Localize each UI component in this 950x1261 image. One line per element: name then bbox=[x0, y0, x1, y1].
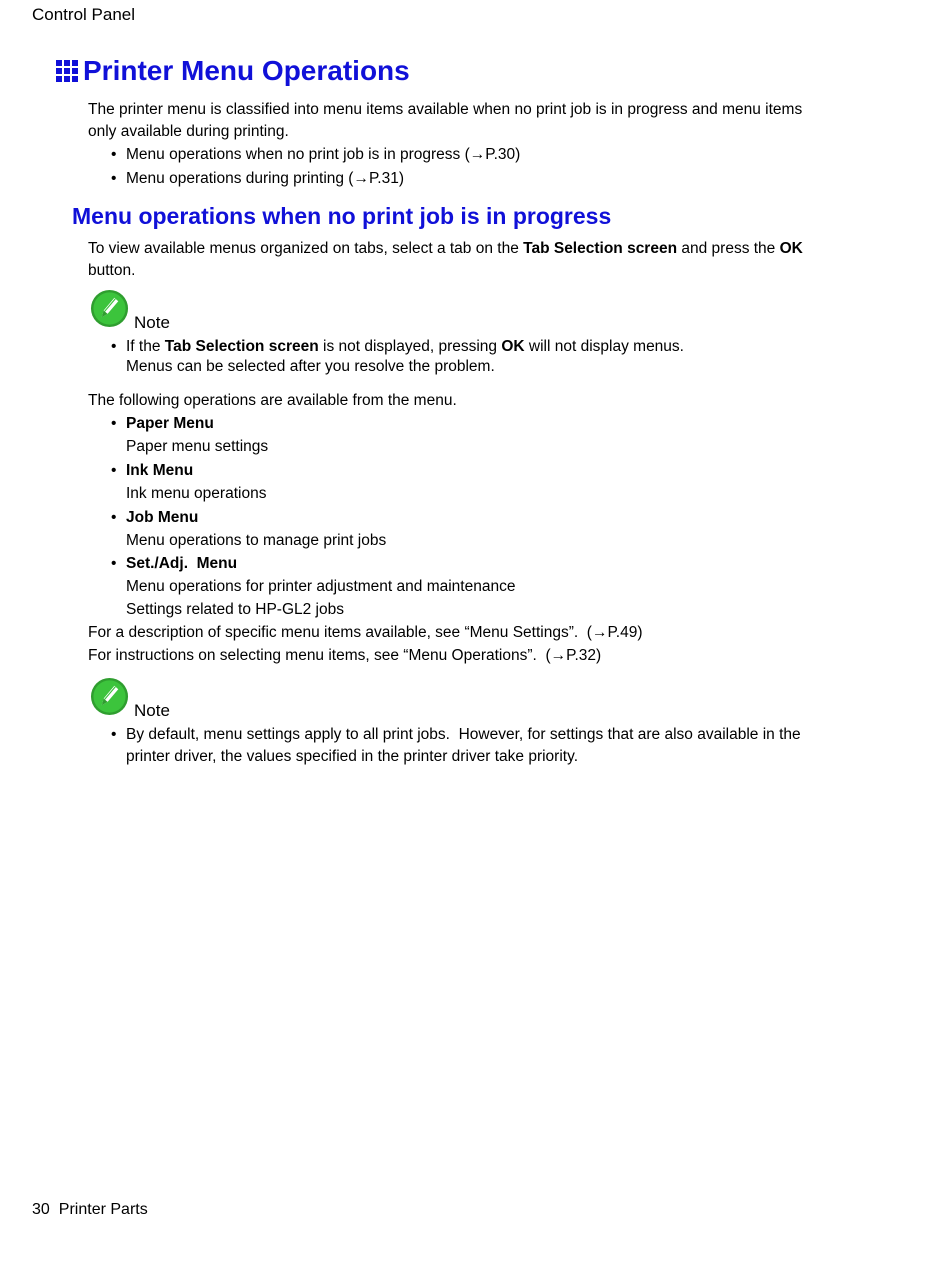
pencil-note-icon bbox=[90, 289, 129, 328]
link-during-printing[interactable]: Menu operations during printing (→P.31) bbox=[126, 170, 405, 187]
list-item: • Menu operations during printing (→P.31) bbox=[111, 168, 811, 190]
section-title: Printer Menu Operations bbox=[83, 55, 410, 86]
menu-grid-icon bbox=[56, 60, 78, 82]
note-icon-2 bbox=[90, 677, 129, 721]
menu-desc: Menu operations to manage print jobs bbox=[126, 532, 387, 549]
text-span: and press the bbox=[677, 240, 780, 257]
note-text: By default, menu settings apply to all print jobs. However, for settings that are also available in the printer driver, the values specified in the printer driver take priority. bbox=[126, 726, 805, 765]
text-span: is not displayed, pressing bbox=[318, 338, 502, 355]
text-span: To view available menus organized on tabs, select a tab on the bbox=[88, 240, 524, 257]
text-span: If the bbox=[126, 338, 165, 355]
text-bold: Tab Selection screen bbox=[523, 240, 678, 257]
page-footer bbox=[32, 1201, 148, 1219]
note-item: • If the Tab Selection screen is not displayed, pressing OK will not display menus. bbox=[111, 336, 811, 358]
menu-desc: Paper menu settings bbox=[126, 438, 269, 455]
running-head: Control Panel bbox=[32, 5, 136, 24]
list-item: • Menu operations when no print job is in progress (→P.30) bbox=[111, 144, 811, 166]
note-label: Note bbox=[134, 313, 170, 332]
menu-desc: Ink menu operations bbox=[126, 485, 267, 502]
note-item: • By default, menu settings apply to all print jobs. However, for settings that are also available in the printer driver, the values specified in the printer driver take priority. bbox=[111, 724, 806, 768]
menus-intro: The following operations are available from the menu. bbox=[88, 392, 457, 409]
subsection-title: Menu operations when no print job is in progress bbox=[72, 203, 612, 229]
link-no-print-job[interactable]: Menu operations when no print job is in progress (→P.30) bbox=[126, 146, 521, 163]
page-title bbox=[56, 55, 410, 87]
menu-name: Paper Menu bbox=[126, 415, 214, 432]
text-bold: OK bbox=[501, 338, 525, 355]
text-bold: OK bbox=[779, 240, 803, 257]
note-label: Note bbox=[134, 701, 170, 720]
intro-paragraph: The printer menu is classified into menu items available when no print job is in progress and menu items only available during printing. bbox=[88, 101, 803, 140]
text-span: will not display menus. bbox=[524, 338, 684, 355]
menu-settings-reference[interactable]: For a description of specific menu items available, see “Menu Settings”. (→P.49) bbox=[88, 624, 643, 641]
menu-item: • Set./Adj. Menu bbox=[111, 553, 811, 575]
menu-desc: Menu operations for printer adjustment and maintenance bbox=[126, 578, 516, 595]
menu-name: Job Menu bbox=[126, 509, 199, 526]
pencil-note-icon bbox=[90, 677, 129, 716]
menu-item: • Paper Menu bbox=[111, 413, 811, 435]
menu-name: Set./Adj. Menu bbox=[126, 555, 238, 572]
note-text bbox=[126, 336, 684, 358]
note-icon-1 bbox=[90, 289, 129, 333]
menu-desc: Settings related to HP-GL2 jobs bbox=[126, 601, 344, 618]
menu-name: Ink Menu bbox=[126, 462, 194, 479]
menu-item: • Ink Menu bbox=[111, 460, 811, 482]
text-span: button. bbox=[88, 262, 136, 279]
menu-operations-reference[interactable]: For instructions on selecting menu items, see “Menu Operations”. (→P.32) bbox=[88, 647, 602, 664]
menu-item: • Job Menu bbox=[111, 507, 811, 529]
footer-section: Printer Parts bbox=[58, 1201, 148, 1218]
text-bold: Tab Selection screen bbox=[164, 338, 319, 355]
page-number: 30 bbox=[32, 1201, 50, 1218]
tab-selection-paragraph bbox=[88, 238, 818, 282]
note-text-line2: Menus can be selected after you resolve the problem. bbox=[126, 358, 495, 375]
